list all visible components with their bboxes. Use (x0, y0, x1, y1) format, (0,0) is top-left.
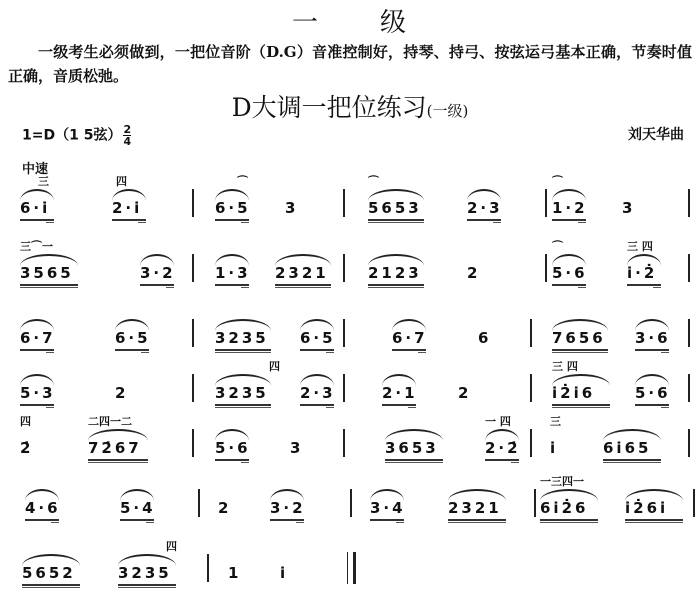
notes: 6·7 (392, 329, 428, 347)
barline (545, 254, 547, 282)
notes: i (280, 564, 289, 582)
tempo-marking: 中速 (22, 162, 49, 177)
fingering-mark: 四 (116, 175, 127, 188)
notes: 1·3 (215, 264, 251, 282)
barline (688, 374, 690, 402)
beam-underline-double (146, 521, 154, 523)
score-line (0, 240, 700, 300)
notes: 1·2 (552, 199, 588, 217)
notes: 6·5 (215, 199, 251, 217)
notes: 6·7 (20, 329, 56, 347)
notes: 2̇ (20, 439, 34, 457)
fingering-mark: ⌒ (237, 175, 248, 188)
barline (192, 429, 194, 457)
notes: 2321 (448, 499, 502, 517)
beam-underline-double (396, 521, 404, 523)
notes: 6 (478, 329, 492, 347)
notes: i (550, 439, 559, 457)
barline (343, 189, 345, 217)
time-sig-numerator: 2 (123, 123, 132, 136)
notes: 3565 (20, 264, 74, 282)
beam-underline-double (326, 406, 334, 408)
barline (198, 489, 200, 517)
beam-underline-double (385, 461, 443, 463)
time-signature (123, 124, 131, 147)
key-signature (22, 124, 131, 147)
barline (343, 254, 345, 282)
notes: 2·i (112, 199, 143, 217)
beam-underline-double (138, 221, 146, 223)
barline (688, 189, 690, 217)
beam-underline-double (241, 461, 249, 463)
notes: 2 (458, 384, 472, 402)
notes: 3653 (385, 439, 439, 457)
beam-underline-double (326, 351, 334, 353)
notes: 3·4 (370, 499, 406, 517)
fingering-mark: 一三四一 (540, 475, 584, 488)
barline (192, 374, 194, 402)
fingering-mark: ⌒ (552, 175, 563, 188)
beam-underline-double (493, 221, 501, 223)
composer: 刘天华曲 (628, 127, 684, 143)
beam-underline-double (275, 286, 331, 288)
notes: 4·6 (25, 499, 61, 517)
beam-underline-double (552, 351, 608, 353)
notes: 3·2 (270, 499, 306, 517)
fingering-mark: 三 四 (627, 240, 653, 253)
piece-title-main: D大调一把位练习 (231, 93, 427, 122)
barline (545, 189, 547, 217)
notes: 5·3 (20, 384, 56, 402)
barline (688, 429, 690, 457)
fingering-mark: 二四一二 (88, 415, 132, 428)
notes: 5653 (368, 199, 422, 217)
beam-underline-double (241, 286, 249, 288)
notes: 5·4 (120, 499, 156, 517)
fingering-mark: 三 四 (552, 360, 578, 373)
notes: 6·5 (300, 329, 336, 347)
barline (192, 189, 194, 217)
notes: 3 (290, 439, 304, 457)
notes: 3 (285, 199, 299, 217)
beam-underline-double (51, 521, 59, 523)
fingering-mark: ⌒ (368, 175, 379, 188)
fingering-mark: 一 四 (485, 415, 511, 428)
beam-underline-double (418, 351, 426, 353)
beam-underline-double (46, 351, 54, 353)
score-line (0, 540, 700, 600)
barline (343, 319, 345, 347)
beam-underline-double (215, 406, 271, 408)
fingering-mark: 三 (38, 175, 49, 188)
beam-underline-double (46, 221, 54, 223)
notes: 2·2̇ (485, 439, 521, 457)
notes: 6·5 (115, 329, 151, 347)
barline (530, 319, 532, 347)
fingering-mark: 四 (269, 360, 280, 373)
notes: 3235 (215, 329, 269, 347)
fingering-mark: 三 (550, 415, 561, 428)
fingering-mark: ⌒ (552, 240, 563, 253)
notes: 1 (228, 564, 242, 582)
notes: 2 (218, 499, 232, 517)
notes: 7656 (552, 329, 606, 347)
beam-underline-double (368, 286, 424, 288)
notes: 3 (622, 199, 636, 217)
barline (688, 254, 690, 282)
grade-title-number: 一 (291, 8, 320, 38)
beam-underline-double (540, 521, 598, 523)
beam-underline-double (141, 351, 149, 353)
barline (192, 254, 194, 282)
beam-underline-double (578, 221, 586, 223)
notes: 2·3 (467, 199, 503, 217)
grade-requirement: 一级考生必须做到，一把位音阶（D.G）音准控制好，持琴、持弓、按弦运弓基本正确，节奏时值正确，音质松弛。 (8, 43, 692, 85)
beam-underline-double (88, 461, 148, 463)
beam-underline-double (511, 461, 519, 463)
barline (688, 319, 690, 347)
notes: 2 (115, 384, 129, 402)
score-line (0, 175, 700, 235)
beam-underline-double (241, 221, 249, 223)
notes: 6i65 (603, 439, 652, 457)
notes: 3·6 (635, 329, 671, 347)
score-line (0, 305, 700, 365)
beam-underline-double (46, 406, 54, 408)
beam-underline-double (215, 351, 271, 353)
notes: 72̇67 (88, 439, 142, 457)
notes: 5·6 (552, 264, 588, 282)
notes: 3235 (215, 384, 269, 402)
barline (343, 429, 345, 457)
barline (343, 374, 345, 402)
beam-underline-double (166, 286, 174, 288)
beam-underline-double (653, 286, 661, 288)
notes: 2·3 (300, 384, 336, 402)
beam-underline-double (661, 406, 669, 408)
key-text: 1=D（1 5弦） (22, 127, 122, 144)
notes: 2 (467, 264, 481, 282)
beam-underline-double (578, 286, 586, 288)
notes: 6·i (20, 199, 51, 217)
barline (530, 374, 532, 402)
fingering-mark: 四 (20, 415, 31, 428)
grade-title-level: 级 (380, 8, 409, 38)
beam-underline-double (20, 286, 78, 288)
barline (534, 489, 536, 517)
score-line (0, 360, 700, 420)
beam-underline-double (625, 521, 683, 523)
notes: 2·1 (382, 384, 418, 402)
final-barline (347, 552, 356, 584)
score-line (0, 475, 700, 535)
notes: 3·2 (140, 264, 176, 282)
notes: i2̇6i (625, 499, 669, 517)
beam-underline-double (118, 586, 176, 588)
notes: 3235 (118, 564, 172, 582)
piece-title-sub: (一级) (426, 102, 469, 120)
barline (207, 554, 209, 582)
notes: i2̇i6 (552, 384, 596, 402)
notes: 6i2̇6 (540, 499, 589, 517)
notes: 5·6 (635, 384, 671, 402)
beam-underline-double (296, 521, 304, 523)
barline (192, 319, 194, 347)
grade-title (0, 2, 700, 39)
notes: 2321 (275, 264, 329, 282)
beam-underline-double (408, 406, 416, 408)
beam-underline-double (603, 461, 661, 463)
fingering-mark: 四 (166, 540, 177, 553)
notes: 5·6 (215, 439, 251, 457)
beam-underline-double (661, 351, 669, 353)
beam-underline-double (22, 586, 80, 588)
fingering-mark: 三⌒一 (20, 240, 53, 253)
beam-underline-double (448, 521, 506, 523)
barline (350, 489, 352, 517)
beam-underline-double (552, 406, 610, 408)
notes: 2123 (368, 264, 422, 282)
score-line (0, 415, 700, 475)
notes: 5652 (22, 564, 76, 582)
beam-underline-double (368, 221, 424, 223)
notes: i·2̇ (627, 264, 658, 282)
time-sig-denominator: 4 (123, 135, 132, 148)
barline (693, 489, 695, 517)
piece-title (0, 88, 700, 124)
barline (530, 429, 532, 457)
